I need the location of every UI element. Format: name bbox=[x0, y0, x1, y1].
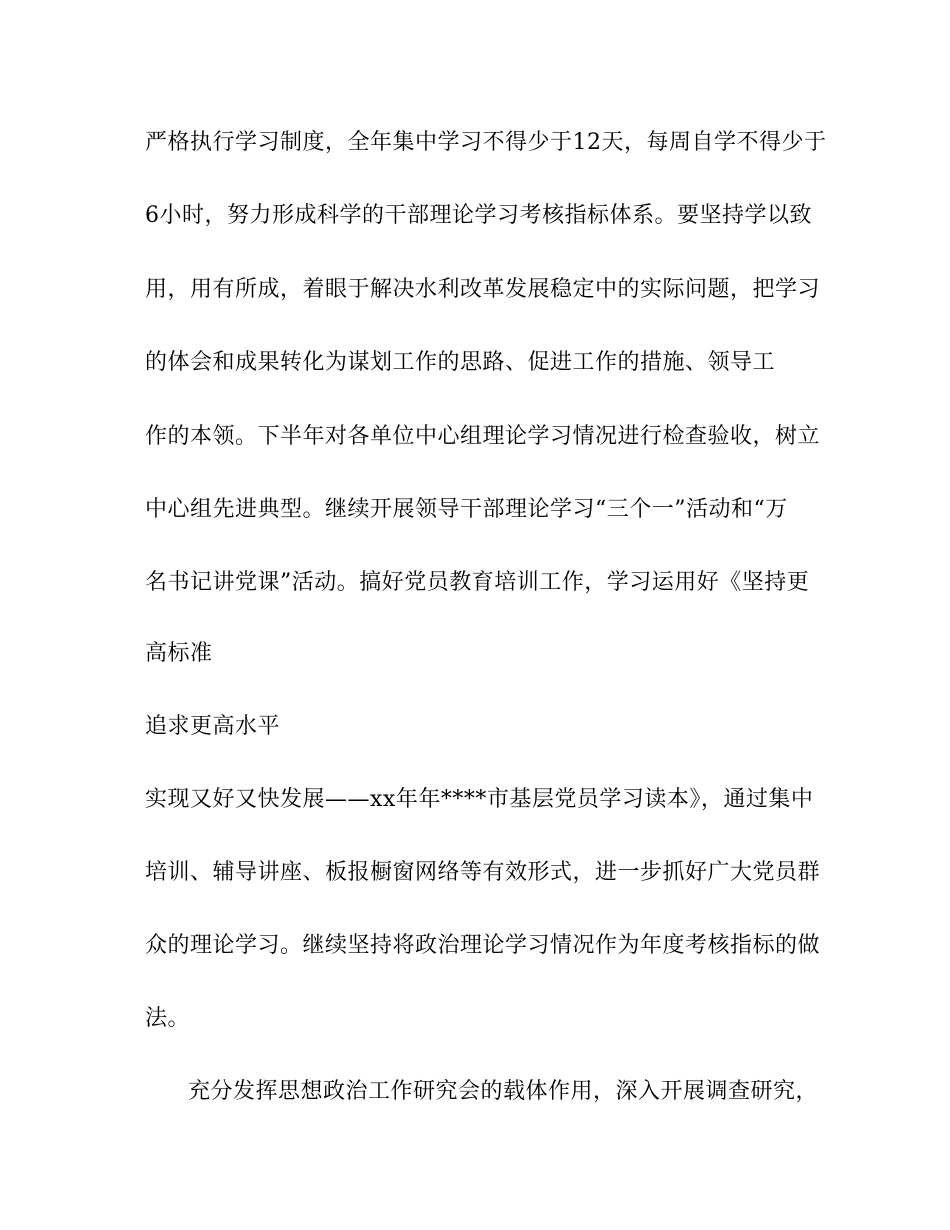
text-line-9: 追求更高水平 bbox=[145, 714, 281, 739]
text-line-2: 6小时，努力形成科学的干部理论学习考核指标体系。要坚持学以致 bbox=[145, 203, 812, 228]
text-line-10: 实现又好又快发展——xx年年****市基层党员学习读本》，通过集中 bbox=[145, 787, 814, 812]
text-line-5: 作的本领。下半年对各单位中心组理论学习情况进行检查验收，树立 bbox=[145, 424, 821, 449]
text-line-13: 法。 bbox=[145, 1006, 191, 1031]
text-line-3: 用，用有所成，着眼于解决水利改革发展稳定中的实际问题，把学习 bbox=[145, 277, 821, 302]
text-line-11: 培训、辅导讲座、板报橱窗网络等有效形式，进一步抓好广大党员群 bbox=[145, 860, 821, 885]
paragraph-indented-line: 充分发挥思想政治工作研究会的载体作用，深入开展调查研究， bbox=[188, 1079, 819, 1104]
text-line-4: 的体会和成果转化为谋划工作的思路、促进工作的措施、领导工 bbox=[145, 350, 776, 375]
text-line-8: 高标准 bbox=[145, 641, 213, 666]
text-line-6: 中心组先进典型。继续开展领导干部理论学习“三个一”活动和“万 bbox=[145, 497, 788, 522]
text-line-1: 严格执行学习制度，全年集中学习不得少于12天，每周自学不得少于 bbox=[145, 130, 827, 155]
text-line-7: 名书记讲党课”活动。搞好党员教育培训工作，学习运用好《坚持更 bbox=[145, 570, 810, 595]
text-line-12: 众的理论学习。继续坚持将政治理论学习情况作为年度考核指标的做 bbox=[145, 933, 821, 958]
